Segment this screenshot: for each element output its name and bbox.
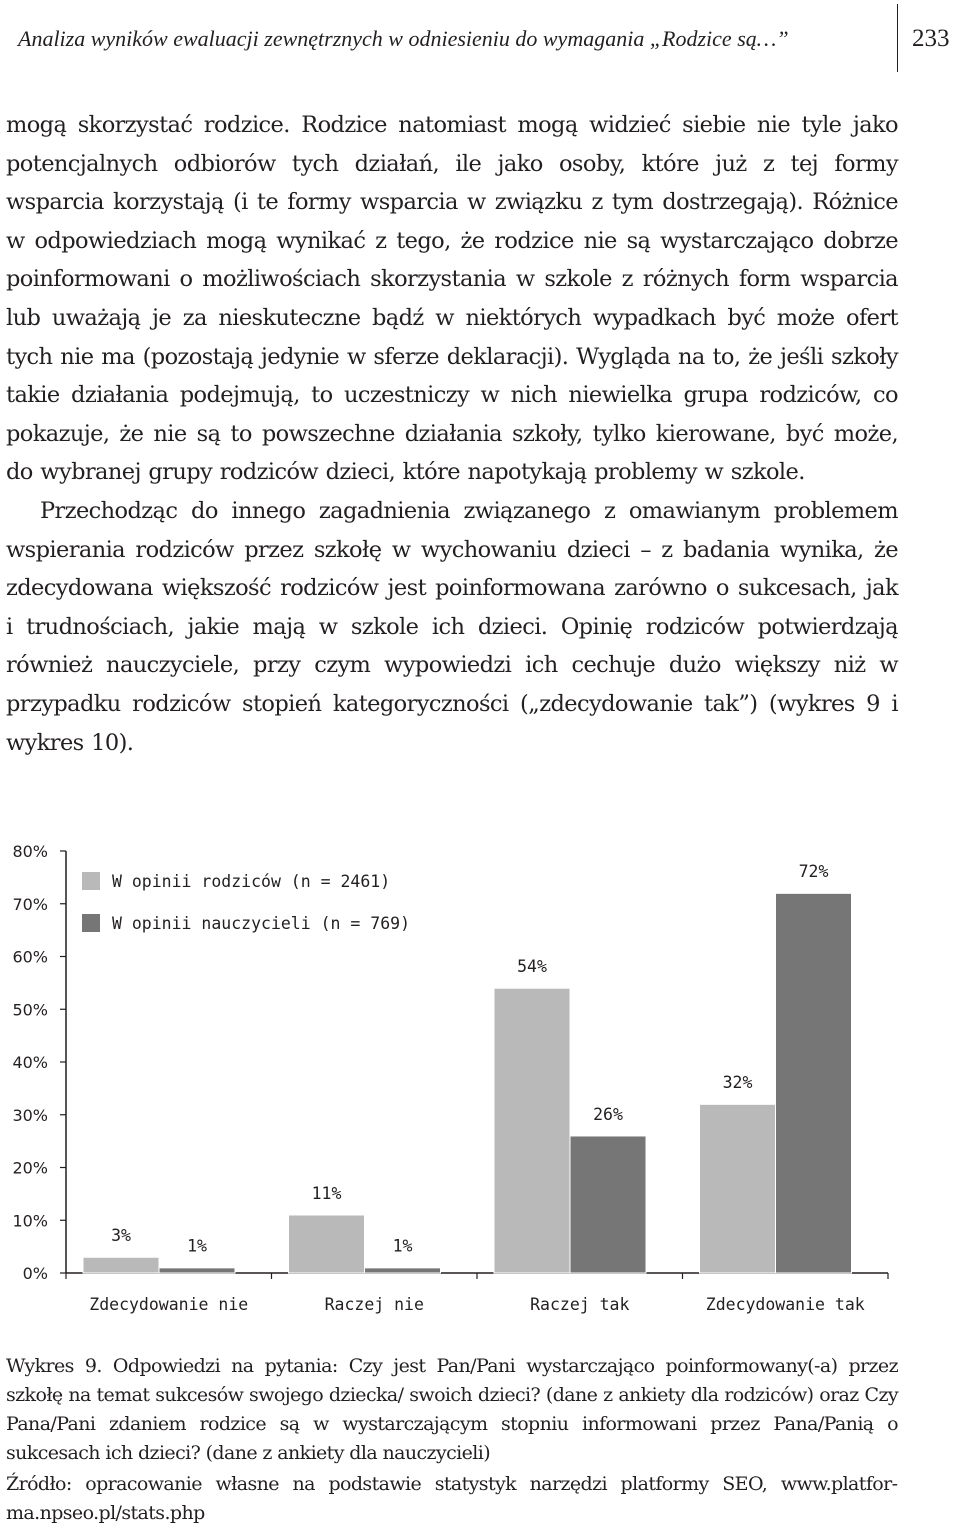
legend-label: W opinii nauczycieli (n = 769) — [112, 914, 411, 933]
data-label: 11% — [311, 1183, 342, 1203]
x-tick-label: Raczej tak — [530, 1295, 630, 1314]
bar-teachers — [365, 1268, 441, 1273]
legend-swatch — [82, 914, 100, 932]
legend-swatch — [82, 872, 100, 890]
y-tick-label: 0% — [22, 1264, 48, 1283]
legend-label: W opinii rodziców (n = 2461) — [112, 872, 391, 891]
data-label: 26% — [593, 1104, 623, 1124]
bar-teachers — [570, 1136, 646, 1273]
data-label: 72% — [798, 862, 829, 882]
data-label: 54% — [517, 957, 547, 977]
y-tick-label: 80% — [12, 842, 48, 861]
bar-parents — [83, 1257, 159, 1273]
header-divider — [897, 4, 898, 72]
bar-teachers — [776, 893, 852, 1273]
x-tick-label: Zdecydowanie nie — [89, 1295, 249, 1314]
y-tick-label: 20% — [12, 1158, 48, 1178]
y-tick-label: 30% — [12, 1105, 48, 1125]
data-label: 1% — [187, 1236, 207, 1256]
data-label: 1% — [392, 1236, 413, 1256]
x-tick-label: Zdecydowanie tak — [705, 1295, 865, 1314]
page-number: 233 — [912, 25, 950, 52]
bar-parents — [700, 1104, 776, 1273]
bar-chart — [0, 830, 900, 1330]
x-tick-label: Raczej nie — [324, 1295, 424, 1314]
figure-caption — [6, 1352, 898, 1528]
y-tick-label: 40% — [12, 1053, 48, 1072]
paragraph-2: Przechodząc do innego zagadnienia związanego z omawianym problemem wspierania rodziców przez szkołę w wychowaniu dzieci – z badania wynika, że zdecydowana większość rodziców jest poinformowana zarówno o sukcesach, jak i trudnościach, jakie mają w szkole ich dzieci. Opinię rodziców potwierdzają również nauczyciele, przy czym wypowiedzi ich cechuje dużo większy niż w przypadku rodziców stopień kategoryczności („zdecydowanie tak”) (wykres 9 i wykres 10). — [6, 497, 898, 756]
body-text — [6, 106, 898, 762]
data-label: 3% — [111, 1226, 131, 1246]
bar-parents — [494, 988, 570, 1273]
caption-source: Źródło: opracowanie własne na podstawie statystyk narzędzi platformy SEO, www.platforma.npseo.pl/stats.php — [6, 1473, 898, 1524]
caption-text: Wykres 9. Odpowiedzi na pytania: Czy jest Pan/Pani wystarczająco poinformowany(-a) przez szkołę na temat sukcesów swojego dziecka/ swoich dzieci? (dane z ankiety dla rodziców) oraz Czy Pana/Pani zdaniem rodzice są w wystarczającym stopniu informowani przez Pana/Panią o sukcesach ich dzieci? (dane z ankiety dla nauczycieli) — [6, 1355, 898, 1464]
y-tick-label: 60% — [12, 947, 48, 967]
y-tick-label: 70% — [12, 894, 48, 914]
bar-parents — [289, 1215, 365, 1273]
paragraph-1: mogą skorzystać rodzice. Rodzice natomiast mogą widzieć siebie nie tyle jako potencjalnych odbiorów tych działań, ile jako osoby, które już z tej formy wsparcia korzystają (i te formy wsparcia w związku z tym dostrzegają). Różnice w odpowiedziach mogą wynikać z tego, że rodzice nie są wystarczająco dobrze poinformowani o możliwościach skorzystania w szkole z różnych form wsparcia lub uważają je za nieskuteczne bądź w niektórych wypadkach być może ofert tych nie ma (pozostają jedynie w sferze deklaracji). Wygląda na to, że jeśli szkoły takie działania podejmują, to uczestniczy w nich niewielka grupa rodziców, co pokazuje, że nie są to powszechne działania szkoły, tylko kierowane, być może, do wybranej grupy rodziców dzieci, które napotykają problemy w szkole. — [6, 112, 898, 486]
data-label: 32% — [722, 1073, 753, 1093]
running-title: Analiza wyników ewaluacji zewnętrznych w odniesieniu do wymagania „Rodzice są…” — [18, 26, 789, 51]
y-tick-label: 50% — [12, 1000, 48, 1020]
bar-teachers — [159, 1268, 235, 1273]
y-tick-label: 10% — [12, 1211, 48, 1231]
